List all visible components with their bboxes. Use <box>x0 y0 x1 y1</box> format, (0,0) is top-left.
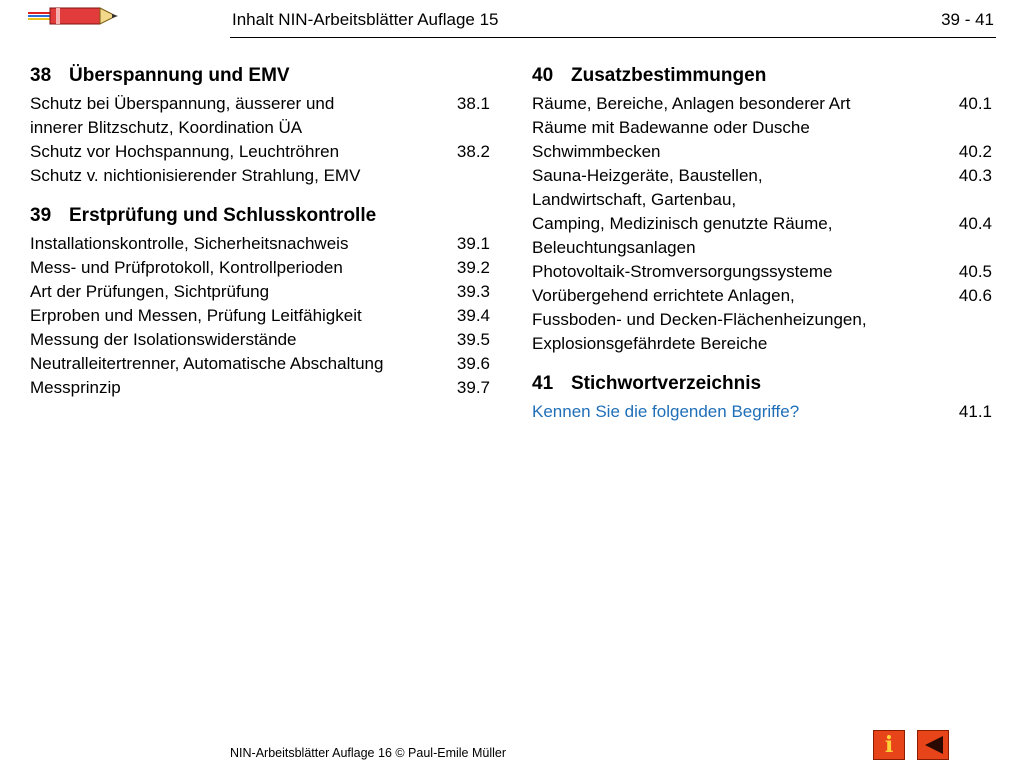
header-title: Inhalt NIN-Arbeitsblätter Auflage 15 <box>232 10 499 29</box>
toc-entry[interactable] <box>532 92 992 140</box>
entry-text: Landwirtschaft, Gartenbau, <box>532 190 737 209</box>
entry-text: Art der Prüfungen, Sichtprüfung <box>30 282 270 301</box>
entry-text: Fussboden- und Decken-Flächenheizungen, <box>532 310 867 329</box>
entry-text: Mess- und Prüfprotokoll, Kontrollperioden <box>30 258 343 277</box>
toc-left-column <box>30 62 490 400</box>
entry-page-number: 39.7 <box>456 378 490 397</box>
entry-text: Schutz v. nichtionisierender Strahlung, EMV <box>30 166 361 185</box>
toc-entry[interactable] <box>30 376 490 400</box>
info-icon: i <box>884 732 894 758</box>
toc-entry[interactable] <box>30 280 490 304</box>
toc-entry[interactable] <box>30 256 490 280</box>
entry-text: Räume, Bereiche, Anlagen besonderer Art <box>532 94 851 113</box>
entry-page-number: 40.3 <box>958 166 992 185</box>
entry-text: Installationskontrolle, Sicherheitsnachweis <box>30 234 349 253</box>
toc-entry[interactable] <box>532 212 992 260</box>
entry-page-number: 40.5 <box>958 262 992 281</box>
section-heading <box>30 202 490 230</box>
section-title: Zusatzbestimmungen <box>571 65 767 86</box>
toc-entry[interactable] <box>532 284 992 356</box>
entry-page-number: 40.4 <box>958 214 992 233</box>
section-heading <box>532 62 992 90</box>
entry-page-number: 40.1 <box>958 94 992 113</box>
header-divider <box>230 37 996 38</box>
toc-section-38 <box>30 62 490 188</box>
entry-page-number: 40.6 <box>958 286 992 305</box>
entry-text: Sauna-Heizgeräte, Baustellen, <box>532 166 763 185</box>
entry-text: Schwimmbecken <box>532 142 661 161</box>
toc-right-column <box>532 62 992 424</box>
entry-text: Neutralleitertrenner, Automatische Abschaltung <box>30 354 384 373</box>
toc-entry[interactable] <box>30 304 490 328</box>
entry-page-number: 39.3 <box>456 282 490 301</box>
info-button[interactable] <box>873 730 905 760</box>
section-heading <box>532 370 992 398</box>
pencil-cable-logo-icon <box>28 5 124 27</box>
toc-entry[interactable] <box>532 140 992 164</box>
section-number: 38 <box>30 65 52 86</box>
entry-text: Messprinzip <box>30 378 121 397</box>
entry-page-number: 39.4 <box>456 306 490 325</box>
page-footer: NIN-Arbeitsblätter Auflage 16 © Paul-Emile Müller <box>230 746 506 760</box>
toc-entry[interactable] <box>30 92 490 140</box>
back-button[interactable] <box>917 730 949 760</box>
entry-page-number: 39.1 <box>456 234 490 253</box>
entry-page-number: 39.5 <box>456 330 490 349</box>
entry-page-number: 39.6 <box>456 354 490 373</box>
toc-entry[interactable] <box>30 232 490 256</box>
toc-entry[interactable] <box>30 352 490 376</box>
entry-text: Photovoltaik-Stromversorgungssysteme <box>532 262 833 281</box>
section-number: 40 <box>532 65 554 86</box>
entry-text: Beleuchtungsanlagen <box>532 238 696 257</box>
entry-text: Schutz bei Überspannung, äusserer und <box>30 94 335 113</box>
entry-page-number: 38.1 <box>456 94 490 113</box>
toc-entry-link[interactable] <box>532 400 992 424</box>
entry-text: Explosionsgefährdete Bereiche <box>532 334 768 353</box>
toc-entry[interactable] <box>532 164 992 212</box>
entry-text: Vorübergehend errichtete Anlagen, <box>532 286 795 305</box>
entry-text: Räume mit Badewanne oder Dusche <box>532 118 810 137</box>
entry-page-number: 38.2 <box>456 142 490 161</box>
section-heading <box>30 62 490 90</box>
entry-text: Erproben und Messen, Prüfung Leitfähigkeit <box>30 306 362 325</box>
entry-text: Schutz vor Hochspannung, Leuchtröhren <box>30 142 340 161</box>
toc-entry[interactable] <box>30 140 490 164</box>
section-number: 39 <box>30 205 52 226</box>
section-title: Überspannung und EMV <box>69 65 290 86</box>
entry-text: Camping, Medizinisch genutzte Räume, <box>532 214 833 233</box>
section-number: 41 <box>532 373 554 394</box>
toc-entry[interactable] <box>532 260 992 284</box>
toc-section-40 <box>532 62 992 356</box>
header-page-range: 39 - 41 <box>941 10 994 29</box>
toc-section-39 <box>30 202 490 400</box>
entry-page-number: 40.2 <box>958 142 992 161</box>
entry-link-text[interactable]: Kennen Sie die folgenden Begriffe? <box>532 402 800 421</box>
section-title: Erstprüfung und Schlusskontrolle <box>69 205 377 226</box>
page-header <box>0 0 1024 40</box>
section-title: Stichwortverzeichnis <box>571 373 762 394</box>
entry-page-number: 41.1 <box>958 402 992 421</box>
toc-entry <box>30 164 490 188</box>
entry-page-number: 39.2 <box>456 258 490 277</box>
toc-entry[interactable] <box>30 328 490 352</box>
back-triangle-icon <box>923 735 945 755</box>
entry-text: Messung der Isolationswiderstände <box>30 330 297 349</box>
entry-text: innerer Blitzschutz, Koordination ÜA <box>30 118 303 137</box>
toc-section-41 <box>532 370 992 424</box>
